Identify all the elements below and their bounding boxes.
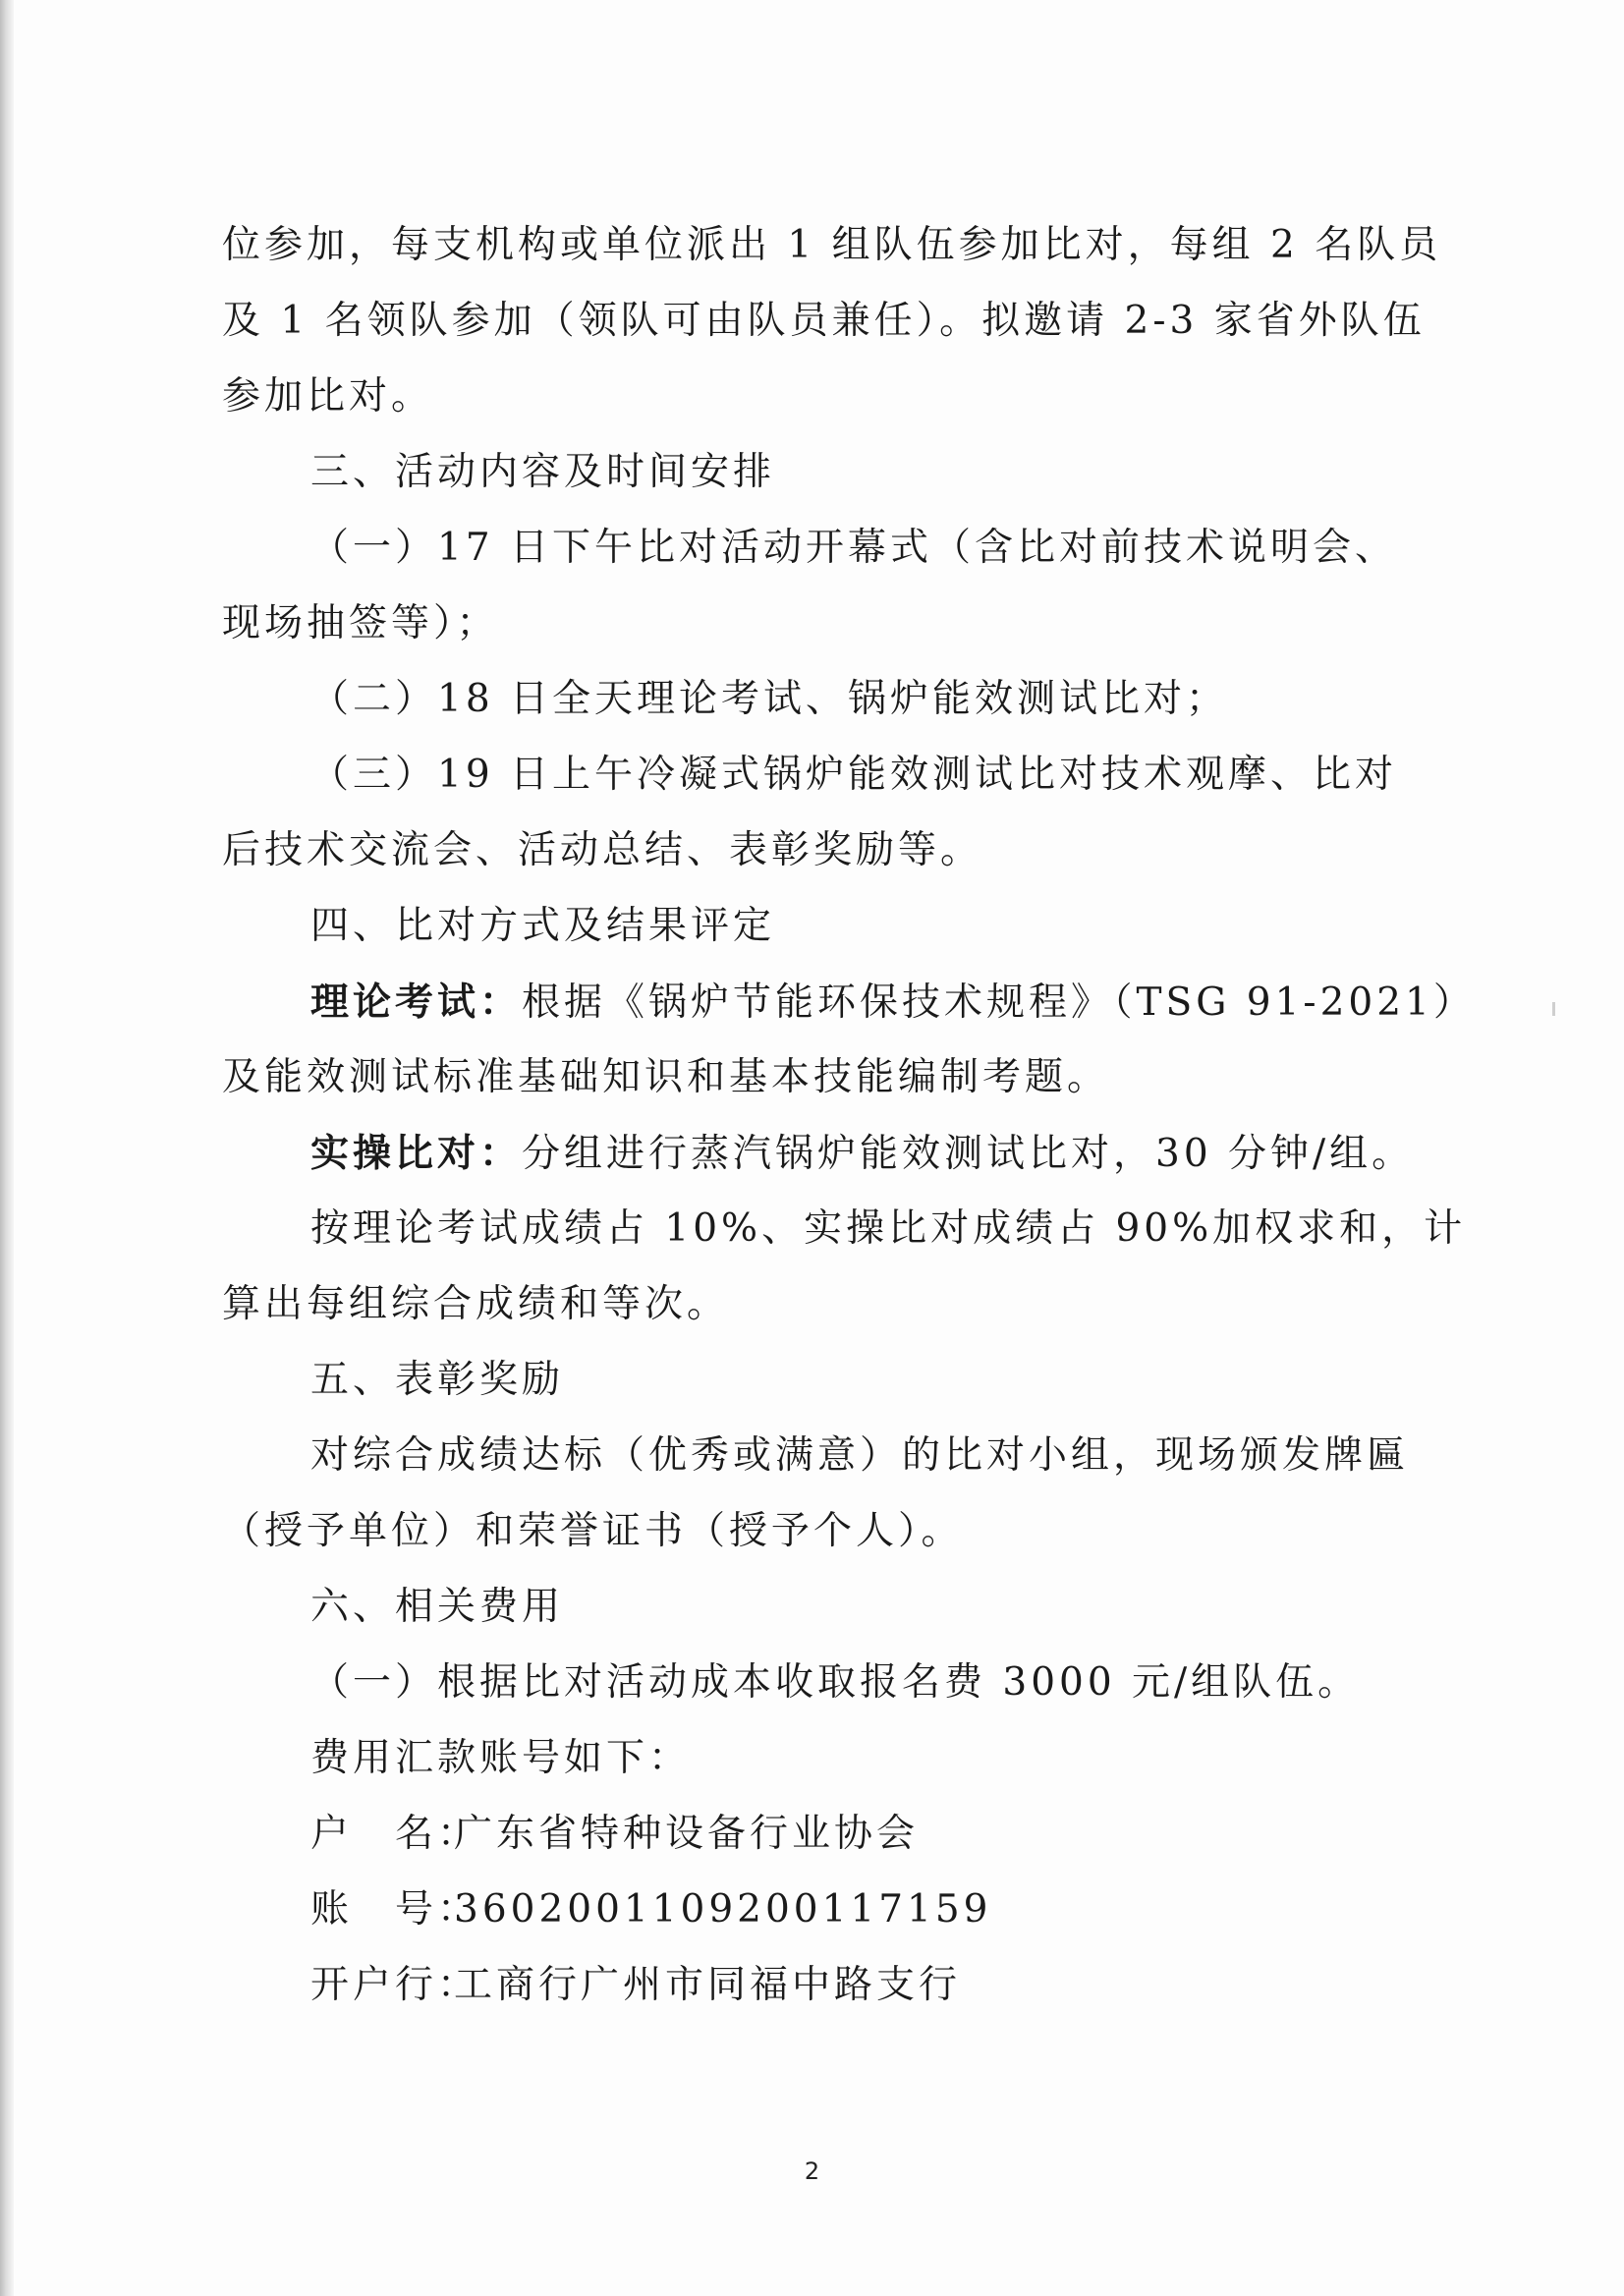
bold-lead: 理论考试： — [310, 980, 523, 1025]
section-heading: 六、相关费用 — [310, 1585, 565, 1629]
paragraph-line: 费用汇款账号如下： — [310, 1736, 692, 1780]
paragraph-line: 现场抽签等）； — [222, 601, 499, 645]
document-body — [222, 218, 1476, 2034]
bold-lead: 实操比对： — [310, 1131, 523, 1176]
paragraph-line: 及能效测试标准基础知识和基本技能编制考题。 — [222, 1055, 1110, 1099]
account-number-value: 3602001109200117159 — [454, 1887, 992, 1932]
paragraph-line: 对综合成绩达标（优秀或满意）的比对小组，现场颁发牌匾 — [310, 1433, 1410, 1478]
account-bank-label: 开户行： — [310, 1963, 480, 2007]
scan-edge — [0, 0, 14, 2296]
paragraph-text: 根据《锅炉节能环保技术规程》（TSG 91-2021） — [522, 980, 1476, 1025]
page-number: 2 — [804, 2157, 820, 2185]
paragraph-line: （一）17 日下午比对活动开幕式（含比对前技术说明会、 — [310, 526, 1398, 570]
paragraph-line: 算出每组综合成绩和等次。 — [222, 1282, 730, 1326]
paragraph-line: 及 1 名领队参加（领队可由队员兼任）。拟邀请 2-3 家省外队伍 — [222, 299, 1426, 343]
paragraph-line — [222, 1126, 1440, 1202]
paragraph-line: 按理论考试成绩占 10%、实操比对成绩占 90%加权求和，计 — [310, 1206, 1467, 1251]
section-heading: 三、活动内容及时间安排 — [310, 450, 776, 494]
paragraph-line: 后技术交流会、活动总结、表彰奖励等。 — [222, 828, 983, 872]
account-number-label: 账 号： — [310, 1887, 480, 1932]
paragraph-line — [222, 975, 1476, 1050]
paragraph-text: 分组进行蒸汽锅炉能效测试比对，30 分钟/组。 — [522, 1132, 1415, 1176]
account-name-value: 广东省特种设备行业协会 — [454, 1812, 920, 1856]
paragraph-line: （三）19 日上午冷凝式锅炉能效测试比对技术观摩、比对 — [310, 753, 1398, 797]
account-number-line — [222, 1882, 1440, 1958]
account-name-line — [222, 1807, 1440, 1882]
paragraph-line: 参加比对。 — [222, 374, 434, 419]
account-bank-line — [222, 1958, 1440, 2034]
section-heading: 五、表彰奖励 — [310, 1358, 565, 1402]
paragraph-line: （二）18 日全天理论考试、锅炉能效测试比对； — [310, 677, 1229, 721]
paragraph-line: 位参加，每支机构或单位派出 1 组队伍参加比对，每组 2 名队员 — [222, 223, 1442, 267]
scan-mark — [1552, 1002, 1555, 1016]
account-name-label: 户 名： — [310, 1812, 480, 1856]
paragraph-line: （一）根据比对活动成本收取报名费 3000 元/组队伍。 — [310, 1660, 1361, 1705]
paragraph-line: （授予单位）和荣誉证书（授予个人）。 — [222, 1509, 964, 1553]
section-heading: 四、比对方式及结果评定 — [310, 904, 776, 948]
account-bank-value: 工商行广州市同福中路支行 — [454, 1963, 962, 2007]
